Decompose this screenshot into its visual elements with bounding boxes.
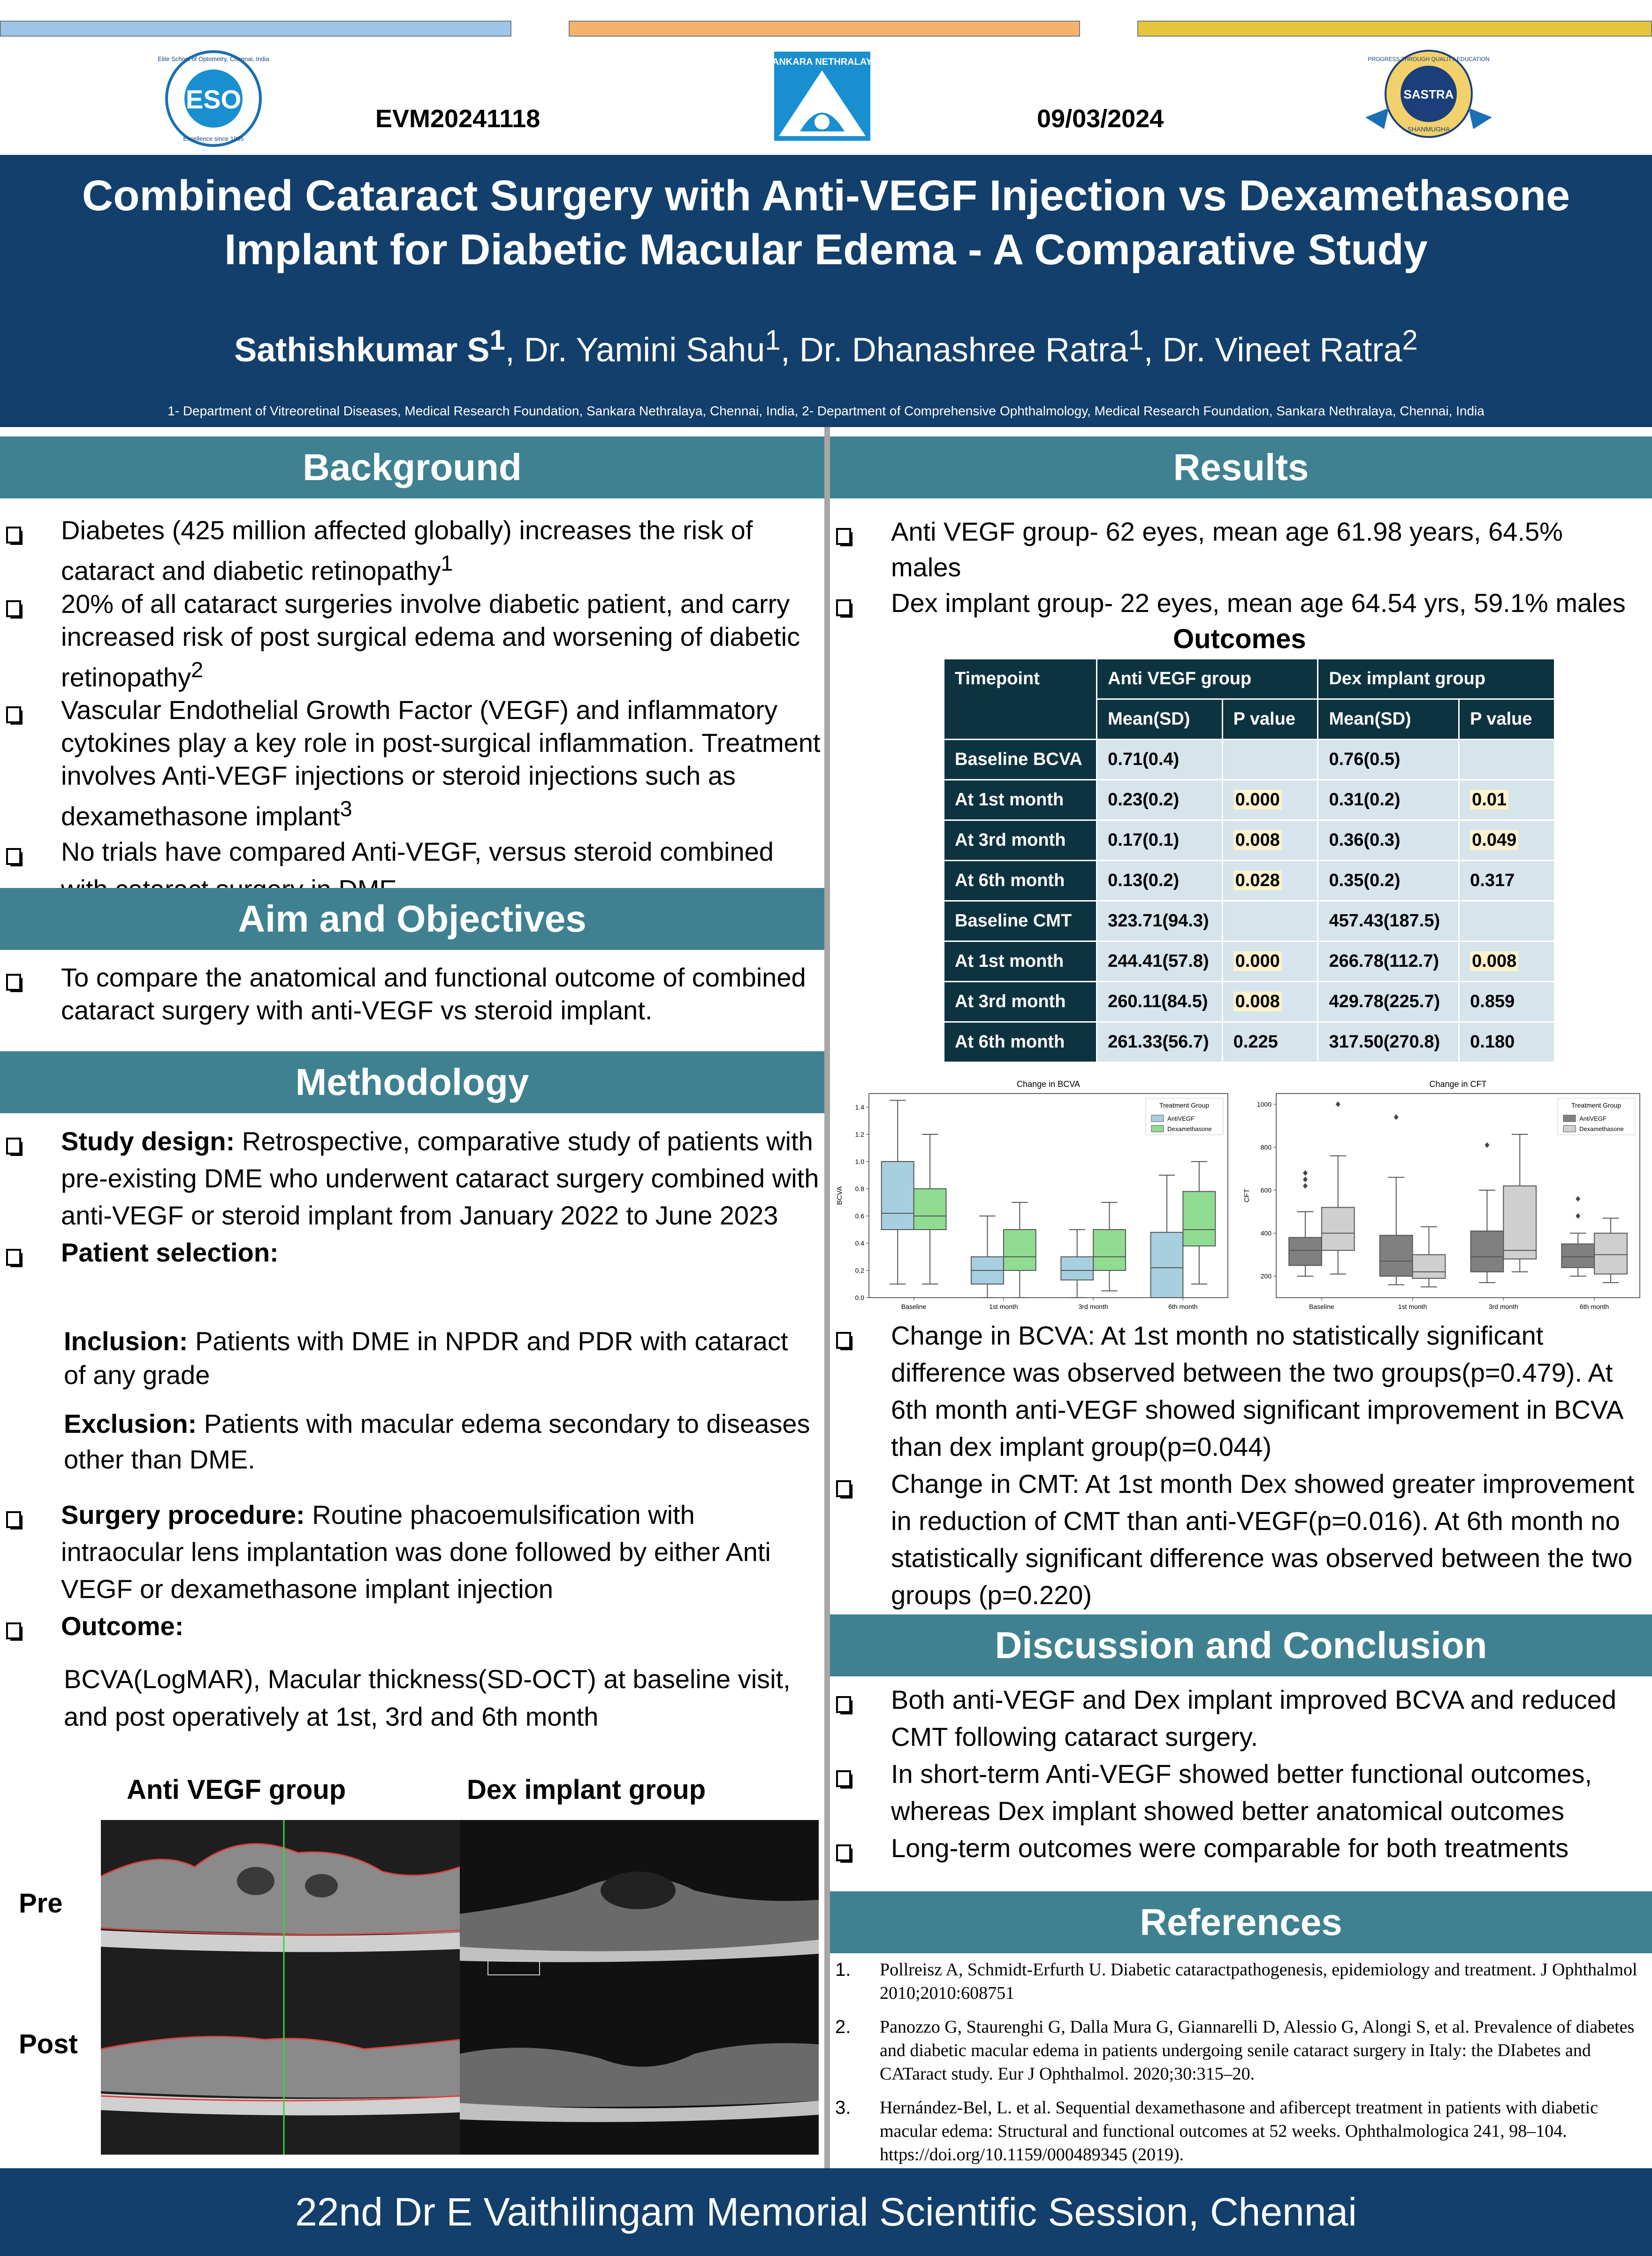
checkbox-bullet-icon	[836, 1323, 853, 1341]
table-cell: At 3rd month	[944, 820, 1097, 861]
exclusion-text: Exclusion: Patients with macular edema secondary to diseases other than DME.	[64, 1409, 810, 1474]
eso-logo-text: ESO	[185, 84, 242, 114]
x-tick-label: 3rd month	[1078, 1303, 1108, 1310]
x-tick-label: 1st month	[989, 1303, 1018, 1310]
table-cell: 0.23(0.2)	[1097, 780, 1223, 820]
y-tick-label: 1.4	[855, 1103, 864, 1111]
legend-label: AntiVEGF	[1167, 1115, 1195, 1122]
box-body	[882, 1162, 914, 1230]
poster-title-line2: Implant for Diabetic Macular Edema - A Comparative Study	[224, 226, 1428, 274]
y-tick-label: 0.6	[855, 1212, 864, 1220]
table-header-p: P value	[1222, 699, 1318, 740]
y-tick-label: 0.0	[855, 1294, 864, 1301]
background-item: No trials have compared Anti-VEGF, versus steroid combined	[0, 833, 824, 908]
author-4: , Dr. Vineet Ratra	[1143, 331, 1402, 369]
abstract-date: 09/03/2024	[1037, 105, 1164, 133]
affiliations: 1- Department of Vitreoretinal Diseases, Medical Research Foundation, Sankara Nethralaya, Chennai, India, 2- Department of Comprehensive Ophthalmology, Medical Research Foundation, Sankara Nethralaya, Chennai, India	[167, 404, 1485, 418]
sastra-logo	[1356, 47, 1501, 145]
results-item: Change in BCVA: At 1st month no statistically significant difference was observed between the two groups(p=0.479). At 6th month anti-VEGF showed significant improvement in BCVA than dex implant group(p=0.044)	[830, 1317, 1637, 1465]
oct-image-dex-post	[460, 1983, 819, 2155]
discussion-item: In short-term Anti-VEGF showed better functional outcomes, whereas Dex implant showed better anatomical outcomes	[830, 1755, 1637, 1829]
section-methodology-heading: Methodology	[0, 1051, 824, 1113]
box-body	[1151, 1232, 1183, 1298]
legend-title: Treatment Group	[1159, 1101, 1210, 1109]
table-row	[944, 982, 1555, 1022]
bcva-box-plot	[831, 1075, 1235, 1319]
x-tick-label: 6th month	[1579, 1303, 1609, 1310]
table-header-p: P value	[1459, 699, 1555, 740]
cft-box-plot	[1239, 1075, 1647, 1319]
references-list	[835, 1958, 1642, 2166]
table-cell	[1222, 901, 1318, 941]
bcva-chart-svg	[831, 1075, 1235, 1319]
background-item: Diabetes (425 million affected globally) increases the risk of cataract and diabetic retinopathy$^1$	[0, 514, 824, 588]
results-after-list	[830, 1317, 1637, 1614]
discussion-item: Long-term outcomes were comparable for both treatments	[830, 1829, 1637, 1866]
x-tick-label: Baseline	[901, 1303, 927, 1310]
table-cell: 266.78(112.7)	[1318, 941, 1459, 982]
y-tick-label: 0.2	[855, 1267, 864, 1274]
table-cell: 0.317	[1459, 861, 1555, 901]
abstract-code: EVM20241118	[375, 105, 541, 133]
checkbox-bullet-icon	[6, 1613, 23, 1632]
box-body	[914, 1189, 946, 1230]
section-background-heading: Background	[0, 436, 824, 498]
reference-item: 1. Pollreisz A, Schmidt-Erfurth U. Diabetic cataractpathogenesis, epidemiology and treatment. J Ophthalmol 2010;2010:608751	[835, 1959, 1637, 2003]
box-body	[1004, 1230, 1036, 1270]
table-cell: 323.71(94.3)	[1097, 901, 1223, 941]
background-item: 20% of all cataract surgeries involve diabetic patient, and carry increased risk of post surgical edema and worsening of diabetic retinopathy$^2$	[0, 588, 824, 694]
top-bar-yellow	[1137, 21, 1652, 37]
sastra-logo-text: SASTRA	[1403, 87, 1454, 101]
background-item: Vascular Endothelial Growth Factor (VEGF) and inflammatory cytokines play a key role in post-surgical inflammation. Treatment involves Anti-VEGF injections or steroid injections such as dexamethasone implant$^3$	[0, 694, 824, 833]
table-cell: 0.008	[1459, 941, 1555, 982]
table-cell: 0.008	[1222, 982, 1318, 1022]
checkbox-bullet-icon	[836, 591, 853, 610]
legend-swatch	[1563, 1115, 1576, 1122]
table-cell: 0.35(0.2)	[1318, 861, 1459, 901]
oct-image-antivegf-pre	[101, 1820, 460, 1983]
section-aim-heading: Aim and Objectives	[0, 888, 824, 950]
results-list	[830, 514, 1637, 621]
table-cell: 0.180	[1459, 1022, 1555, 1063]
box-body	[1061, 1257, 1093, 1280]
eso-logo-ring: Elite School of Optometry, Chennai, India	[158, 55, 269, 62]
aim-item: To compare the anatomical and functional outcome of combined cataract surgery with anti-VEGF vs steroid implant.	[0, 961, 824, 1027]
reference-item: 3. Hernández-Bel, L. et al. Sequential dexamethasone and afibercept treatment in patients with diabetic macular edema: Structural and functional outcomes at 52 weeks. Ophthalmologica 241, 98–104. https://doi.org/10.1159/000489345 (2019).	[835, 2097, 1599, 2164]
authors: Sathishkumar $S^1$, Dr. Yamini Sahu$^1$, Dr. Dhanashree Ratra$^1$, Dr. Vineet Ratra$^2$	[234, 324, 1418, 369]
discussion-item: Both anti-VEGF and Dex implant improved BCVA and reduced CMT following cataract surgery.	[830, 1681, 1637, 1755]
table-cell: 317.50(270.8)	[1318, 1022, 1459, 1063]
checkbox-bullet-icon	[6, 699, 23, 718]
results-item: Anti VEGF group- 62 eyes, mean age 61.98 years, 64.5% males	[830, 514, 1637, 585]
oct-row1-label: Pre	[19, 1888, 63, 1919]
checkbox-bullet-icon	[6, 593, 23, 612]
table-cell: 0.000	[1222, 941, 1318, 982]
table-cell: At 1st month	[944, 780, 1097, 820]
table-cell: 0.13(0.2)	[1097, 861, 1223, 901]
box-body	[1322, 1208, 1355, 1251]
reference-item: 2. Panozzo G, Staurenghi G, Dalla Mura G, Giannarelli D, Alessio G, Alongi S, et al. Prevalence of diabetes and diabetic macular edema in patients undergoing senile cataract surgery in Italy: the DIabetes and CATaract study. Eur J Ophthalmol. 2020;30:315–20.	[835, 2017, 1635, 2084]
table-cell: Baseline BCVA	[944, 740, 1097, 780]
table-cell	[1459, 901, 1555, 941]
chart-title: Change in BCVA	[1017, 1079, 1080, 1089]
checkbox-bullet-icon	[836, 1835, 853, 1854]
checkbox-bullet-icon	[836, 1471, 853, 1490]
box-body	[1093, 1230, 1126, 1270]
section-discussion-heading: Discussion and Conclusion	[830, 1614, 1652, 1676]
section-references-heading: References	[830, 1891, 1652, 1953]
outcomes-title: Outcomes	[1173, 624, 1306, 654]
y-axis-label: BCVA	[836, 1186, 844, 1205]
methodology-item: Patient selection:	[0, 1234, 824, 1271]
top-bar-orange	[569, 21, 1080, 37]
box-body	[1380, 1235, 1413, 1276]
inclusion-text: Inclusion: Patients with DME in NPDR and PDR with cataract of any grade	[64, 1326, 788, 1390]
table-cell: 0.000	[1222, 780, 1318, 820]
results-item: Dex implant group- 22 eyes, mean age 64.54 yrs, 59.1% males	[830, 585, 1637, 621]
column-divider	[824, 427, 830, 2168]
methodology-list	[0, 1123, 824, 1271]
poster-title-line1: Combined Cataract Surgery with Anti-VEGF Injection vs Dexamethasone	[82, 172, 1570, 220]
sankara-logo	[766, 52, 878, 141]
table-header-dex: Dex implant group	[1318, 659, 1555, 699]
checkbox-bullet-icon	[6, 1128, 23, 1147]
y-tick-label: 200	[1260, 1272, 1271, 1280]
table-row	[944, 820, 1555, 861]
chart-title: Change in CFT	[1429, 1079, 1487, 1089]
y-tick-label: 0.8	[855, 1185, 864, 1193]
box-body	[1413, 1254, 1446, 1278]
outcome-text: BCVA(LogMAR), Macular thickness(SD-OCT) at baseline visit, and post operatively at 1st, 3rd and 6th month	[64, 1664, 791, 1731]
author-2: , Dr. Yamini Sahu	[505, 331, 765, 369]
oct-row2-label: Post	[19, 2029, 78, 2059]
checkbox-bullet-icon	[6, 839, 23, 857]
table-cell: 429.78(225.7)	[1318, 982, 1459, 1022]
methodology-item: Surgery procedure: Routine phacoemulsification with intraocular lens implantation was done followed by either Anti VEGF or dexamethasone implant injection	[0, 1496, 824, 1607]
sankara-logo-text: SANKARA NETHRALAYA	[766, 57, 878, 67]
table-row	[944, 740, 1555, 780]
x-tick-label: Baseline	[1309, 1303, 1334, 1310]
oct-image-dex-pre	[460, 1820, 819, 1983]
author-3: , Dr. Dhanashree Ratra	[780, 331, 1128, 369]
legend-title: Treatment Group	[1571, 1101, 1622, 1109]
table-row	[944, 941, 1555, 982]
sastra-logo-bottom: SHANMUGHA	[1407, 125, 1450, 133]
y-tick-label: 1000	[1256, 1100, 1271, 1108]
y-tick-label: 0.4	[855, 1239, 864, 1247]
table-cell: 260.11(84.5)	[1097, 982, 1223, 1022]
oct-col2-label: Dex implant group	[467, 1774, 706, 1805]
table-cell: 0.17(0.1)	[1097, 820, 1223, 861]
checkbox-bullet-icon	[836, 1761, 853, 1780]
legend-label: Dexamethasone	[1579, 1125, 1624, 1132]
table-row	[944, 901, 1555, 941]
methodology-list-2	[0, 1496, 824, 1644]
table-cell: 0.859	[1459, 982, 1555, 1022]
section-results-heading: Results	[830, 436, 1652, 498]
box-body	[1594, 1233, 1627, 1274]
box-body	[1289, 1238, 1322, 1266]
background-list	[0, 514, 824, 908]
box-body	[1183, 1192, 1215, 1246]
checkbox-bullet-icon	[6, 967, 23, 986]
table-cell: 457.43(187.5)	[1318, 901, 1459, 941]
table-header-anti: Anti VEGF group	[1097, 659, 1318, 699]
oct-image-antivegf-post	[101, 1983, 460, 2155]
box-body	[1471, 1231, 1504, 1272]
discussion-list	[830, 1681, 1637, 1866]
title-banner	[0, 155, 1652, 427]
y-tick-label: 800	[1260, 1143, 1271, 1151]
checkbox-bullet-icon	[6, 1502, 23, 1521]
table-cell: At 6th month	[944, 1022, 1097, 1063]
table-row	[944, 780, 1555, 820]
table-header-mean: Mean(SD)	[1097, 699, 1223, 740]
legend-swatch	[1151, 1125, 1164, 1132]
top-bar-blue	[0, 21, 511, 37]
methodology-item: Outcome:	[0, 1607, 824, 1644]
table-cell: 0.31(0.2)	[1318, 780, 1459, 820]
legend-label: AntiVEGF	[1579, 1115, 1606, 1122]
legend-swatch	[1563, 1125, 1576, 1132]
box-body	[1503, 1186, 1536, 1259]
table-cell	[1459, 740, 1555, 780]
table-cell: 261.33(56.7)	[1097, 1022, 1223, 1063]
poster-title	[0, 169, 1652, 277]
checkbox-bullet-icon	[836, 1687, 853, 1705]
x-tick-label: 3rd month	[1488, 1303, 1518, 1310]
table-header-row	[944, 659, 1555, 699]
table-cell: Baseline CMT	[944, 901, 1097, 941]
aim-list	[0, 961, 824, 1027]
y-tick-label: 600	[1260, 1186, 1271, 1194]
oct-col1-label: Anti VEGF group	[127, 1774, 346, 1805]
table-cell: 244.41(57.8)	[1097, 941, 1223, 982]
table-cell: At 1st month	[944, 941, 1097, 982]
sastra-logo-ring: PROGRESS THROUGH QUALITY EDUCATION	[1368, 56, 1490, 62]
checkbox-bullet-icon	[836, 520, 853, 538]
table-cell: 0.049	[1459, 820, 1555, 861]
table-cell: 0.028	[1222, 861, 1318, 901]
y-tick-label: 1.0	[855, 1158, 864, 1165]
author-1: Sathishkumar S	[234, 331, 490, 369]
checkbox-bullet-icon	[6, 1239, 23, 1258]
table-cell: 0.71(0.4)	[1097, 740, 1223, 780]
results-item: Change in CMT: At 1st month Dex showed greater improvement in reduction of CMT than anti-VEGF(p=0.016). At 6th month no statistically significant difference was observed between the two groups (p=0.220)	[830, 1465, 1637, 1614]
table-cell: 0.225	[1222, 1022, 1318, 1063]
table-row	[944, 861, 1555, 901]
legend-swatch	[1151, 1115, 1164, 1122]
x-tick-label: 1st month	[1398, 1303, 1427, 1310]
eso-logo	[155, 49, 272, 148]
table-header-mean: Mean(SD)	[1318, 699, 1459, 740]
y-tick-label: 1.2	[855, 1131, 864, 1138]
cft-chart-svg	[1239, 1075, 1647, 1319]
table-cell	[1222, 740, 1318, 780]
outcomes-table	[943, 658, 1555, 1063]
table-cell: 0.008	[1222, 820, 1318, 861]
table-row	[944, 1022, 1555, 1063]
methodology-item: Study design: Retrospective, comparative study of patients with pre-existing DME who underwent cataract surgery combined with anti-VEGF or steroid implant from January 2022 to June 2023	[0, 1123, 824, 1234]
table-cell: 0.76(0.5)	[1318, 740, 1459, 780]
footer-banner: 22nd Dr E Vaithilingam Memorial Scientific Session, Chennai	[0, 2168, 1652, 2256]
table-cell: At 6th month	[944, 861, 1097, 901]
y-tick-label: 400	[1260, 1229, 1271, 1237]
table-cell: 0.01	[1459, 780, 1555, 820]
checkbox-bullet-icon	[6, 520, 23, 538]
y-axis-label: CFT	[1243, 1188, 1251, 1203]
legend-label: Dexamethasone	[1167, 1125, 1212, 1132]
table-cell: At 3rd month	[944, 982, 1097, 1022]
box-body	[1561, 1244, 1594, 1268]
x-tick-label: 6th month	[1168, 1303, 1198, 1310]
table-header-timepoint: Timepoint	[944, 659, 1097, 740]
table-cell: 0.36(0.3)	[1318, 820, 1459, 861]
eso-logo-bottom: Excellence since 1985	[183, 135, 244, 142]
